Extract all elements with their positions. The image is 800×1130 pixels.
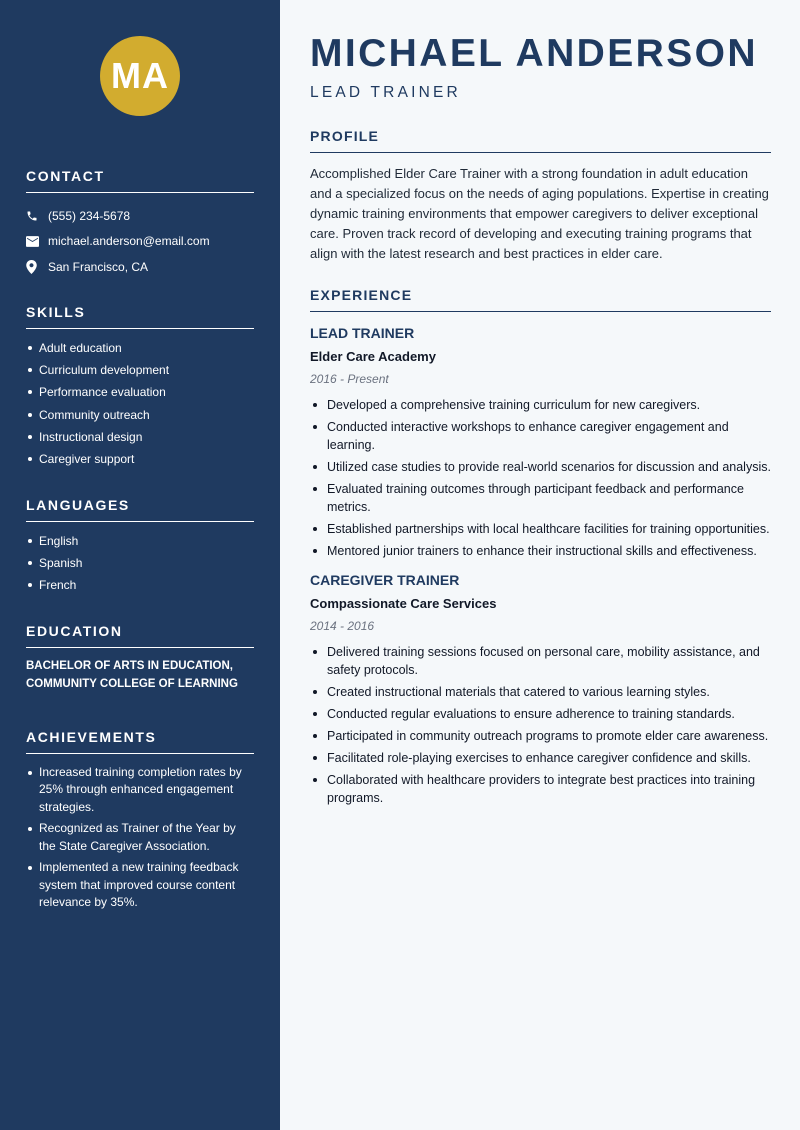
- languages-section: [26, 497, 254, 599]
- job-bullets: [310, 396, 771, 560]
- achievements-list: [26, 764, 254, 911]
- contact-title: CONTACT: [26, 168, 254, 193]
- experience-section: [310, 287, 771, 811]
- job-dates: 2016 - Present: [310, 372, 389, 386]
- list-item: Increased training completion rates by 25% through enhanced engagement strategies.: [26, 764, 254, 816]
- sidebar: [0, 0, 280, 1130]
- list-item: Created instructional materials that catered to various learning styles.: [310, 683, 771, 701]
- list-item: Utilized case studies to provide real-world scenarios for discussion and analysis.: [310, 458, 771, 476]
- location-text: San Francisco, CA: [48, 259, 149, 274]
- profile-section: [310, 128, 771, 264]
- list-item: Instructional design: [26, 428, 254, 446]
- education-degree: [26, 658, 254, 693]
- list-item: Conducted regular evaluations to ensure adherence to training standards.: [310, 705, 771, 723]
- list-item: Curriculum development: [26, 361, 254, 379]
- candidate-name: MICHAEL ANDERSON: [310, 32, 758, 75]
- job-title: CAREGIVER TRAINER: [310, 572, 460, 588]
- phone-icon: [26, 210, 48, 222]
- list-item: Conducted interactive workshops to enhance caregiver engagement and learning.: [310, 418, 771, 454]
- skills-title: SKILLS: [26, 304, 254, 329]
- contact-section: [26, 168, 254, 280]
- email-text: michael.anderson@email.com: [48, 234, 210, 249]
- achievements-title: ACHIEVEMENTS: [26, 729, 254, 754]
- list-item: Developed a comprehensive training curriculum for new caregivers.: [310, 396, 771, 414]
- job-company: Compassionate Care Services: [310, 596, 497, 611]
- contact-location: [26, 254, 254, 280]
- education-line-2: COMMUNITY COLLEGE OF LEARNING: [26, 677, 238, 690]
- education-line-1: BACHELOR OF ARTS IN EDUCATION,: [26, 660, 233, 672]
- education-title: EDUCATION: [26, 623, 254, 648]
- skills-list: [26, 339, 254, 468]
- candidate-role: LEAD TRAINER: [310, 84, 461, 101]
- list-item: Caregiver support: [26, 450, 254, 468]
- profile-title: PROFILE: [310, 128, 771, 153]
- education-section: [26, 623, 254, 693]
- list-item: Community outreach: [26, 406, 254, 424]
- profile-text: Accomplished Elder Care Trainer with a strong foundation in adult education and a specialized focus on the needs of aging populations. Expertise in creating dynamic training environments that empower caregivers to deliver exceptional care. Proven track record of developing and executing training programs that align with the latest research and best practices in elder care.: [310, 166, 769, 261]
- list-item: Spanish: [26, 554, 254, 572]
- list-item: Implemented a new training feedback system that improved course content relevance by 35%.: [26, 859, 254, 911]
- languages-title: LANGUAGES: [26, 497, 254, 522]
- list-item: French: [26, 576, 254, 594]
- location-pin-icon: [26, 260, 48, 274]
- list-item: Recognized as Trainer of the Year by the State Caregiver Association.: [26, 820, 254, 855]
- job-title: LEAD TRAINER: [310, 325, 415, 341]
- list-item: Participated in community outreach programs to promote elder care awareness.: [310, 727, 771, 745]
- list-item: Delivered training sessions focused on personal care, mobility assistance, and safety protocols.: [310, 643, 771, 679]
- list-item: English: [26, 532, 254, 550]
- job-dates: 2014 - 2016: [310, 619, 375, 633]
- list-item: Collaborated with healthcare providers to integrate best practices into training programs.: [310, 771, 771, 807]
- list-item: Adult education: [26, 339, 254, 357]
- list-item: Established partnerships with local healthcare facilities for training opportunities.: [310, 520, 771, 538]
- phone-text: (555) 234-5678: [48, 208, 131, 223]
- list-item: Performance evaluation: [26, 383, 254, 401]
- experience-title: EXPERIENCE: [310, 287, 771, 312]
- languages-list: [26, 532, 254, 594]
- job-entry: [310, 325, 771, 560]
- achievements-section: [26, 729, 254, 916]
- list-item: Mentored junior trainers to enhance their instructional skills and effectiveness.: [310, 542, 771, 560]
- skills-section: [26, 304, 254, 472]
- job-bullets: [310, 643, 771, 807]
- mail-icon: [26, 236, 48, 247]
- list-item: Facilitated role-playing exercises to enhance caregiver confidence and skills.: [310, 749, 771, 767]
- contact-phone: [26, 203, 254, 229]
- avatar: [100, 36, 180, 116]
- job-entry: [310, 572, 771, 807]
- avatar-initials: MA: [111, 55, 169, 96]
- list-item: Evaluated training outcomes through participant feedback and performance metrics.: [310, 480, 771, 516]
- contact-email: [26, 229, 254, 255]
- job-company: Elder Care Academy: [310, 349, 436, 364]
